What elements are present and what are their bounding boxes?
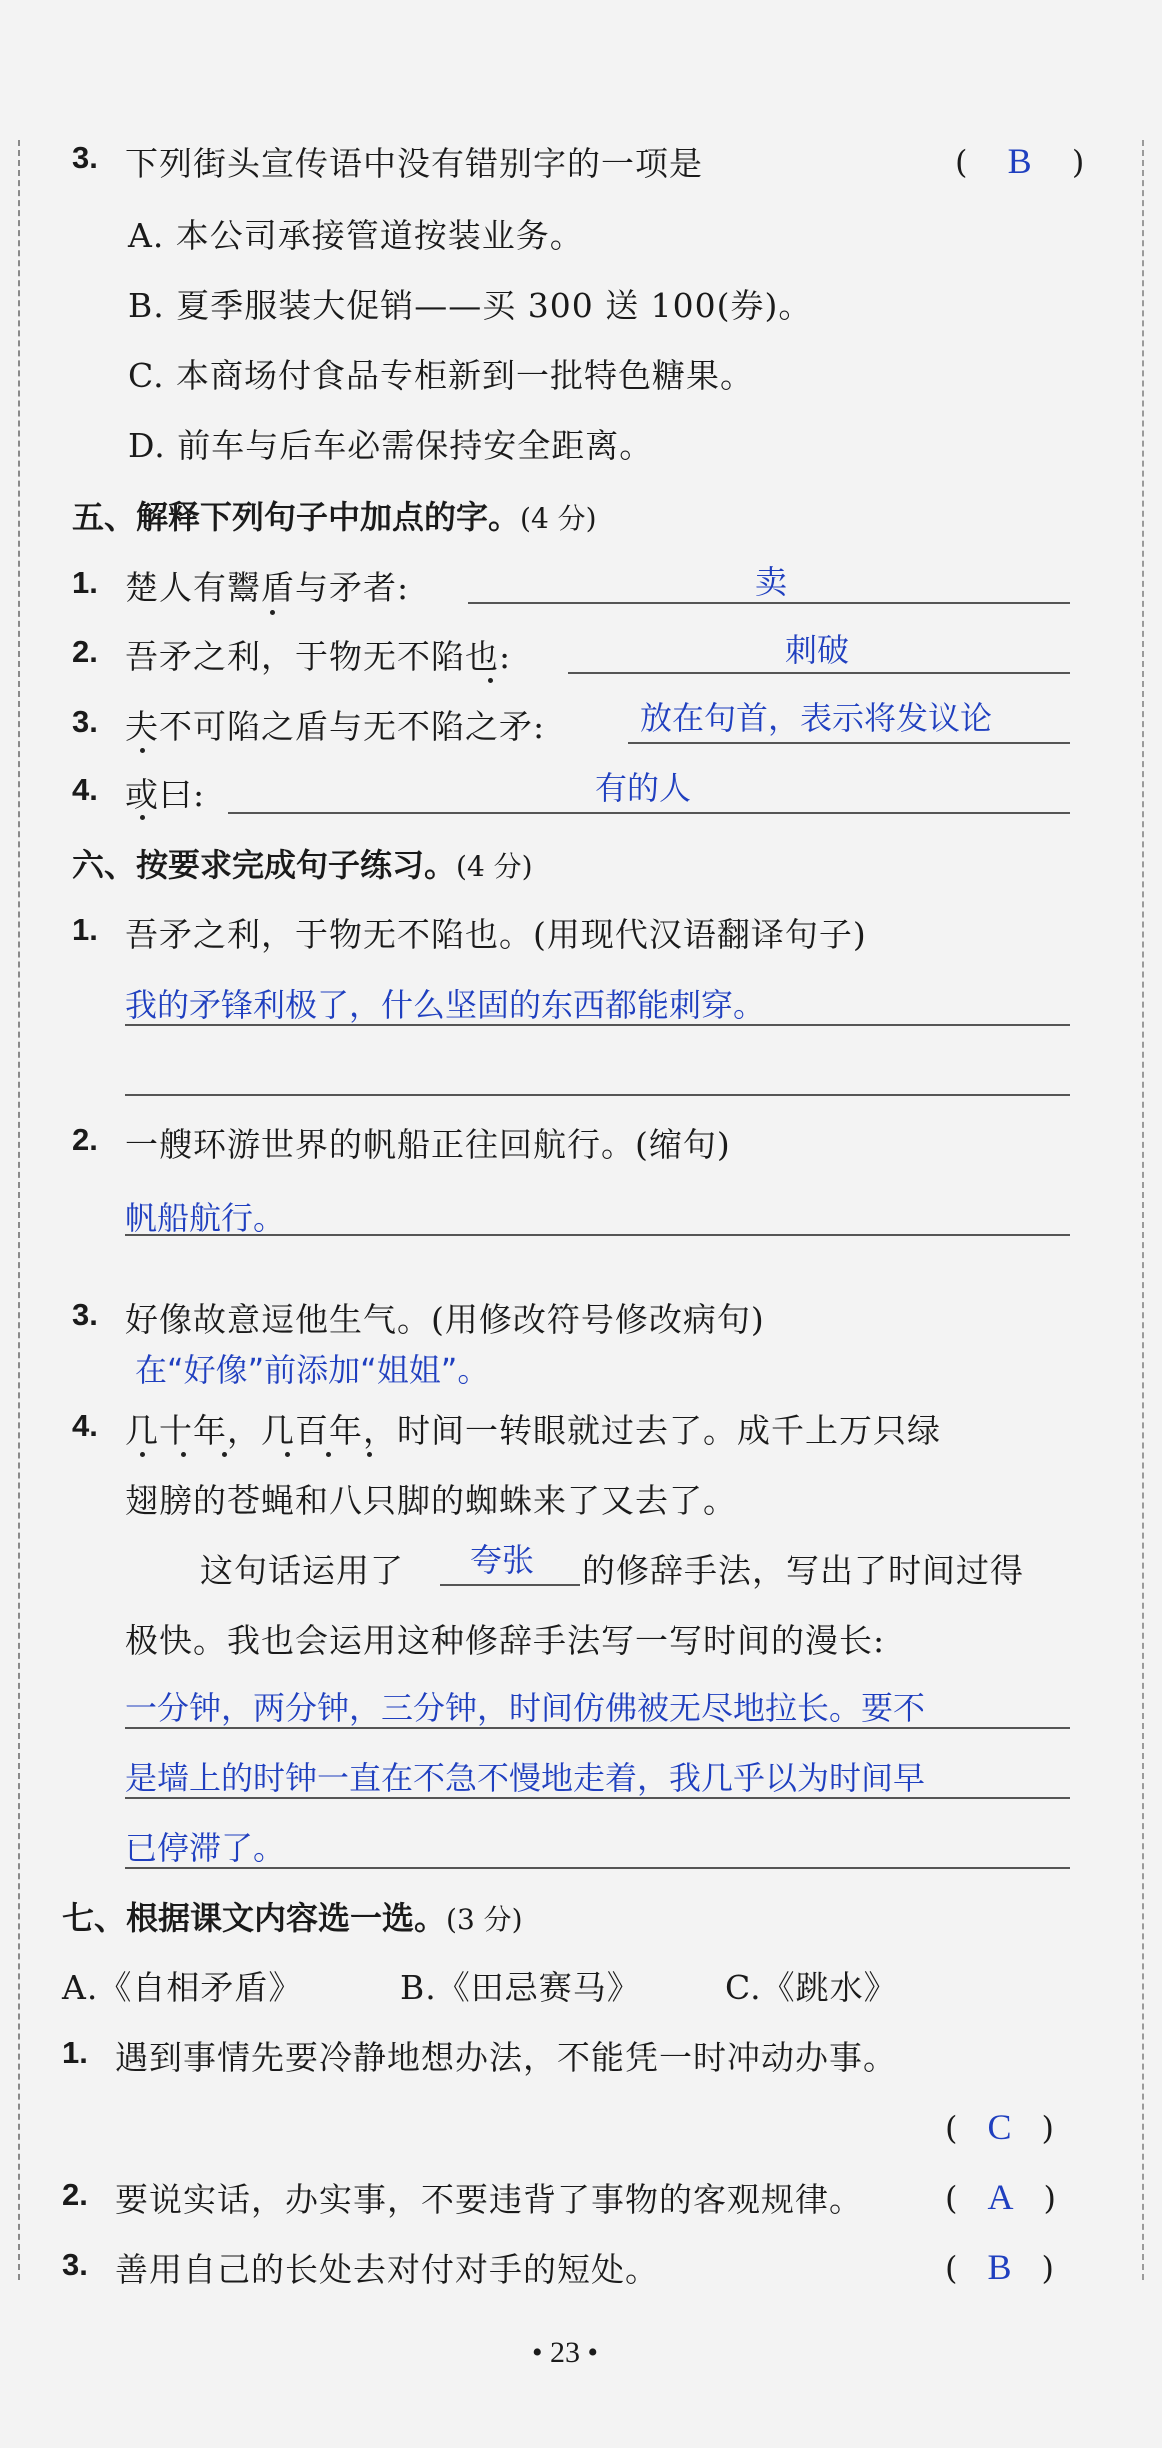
item-text: 或曰:	[125, 775, 206, 814]
question-stem: 下列街头宣传语中没有错别字的一项是	[125, 144, 703, 183]
emphasis-dot	[181, 1452, 186, 1457]
handwritten-answer-line: 已停滞了。	[125, 1829, 286, 1867]
item-number: 3.	[72, 704, 98, 739]
passage-line: 这句话运用了	[200, 1551, 404, 1590]
question-number: 3.	[72, 140, 98, 175]
item-text: 要说实话，办实事，不要违背了事物的客观规律。	[115, 2180, 863, 2219]
handwritten-answer: 有的人	[595, 769, 692, 807]
section-points: (3 分)	[446, 1903, 523, 1936]
option-d: D. 前车与后车必需保持安全距离。	[128, 426, 654, 465]
handwritten-answer: 帆船航行。	[125, 1199, 286, 1237]
item-text: 遇到事情先要冷静地想办法，不能凭一时冲动办事。	[115, 2038, 897, 2077]
item-text: 善用自己的长处去对付对手的短处。	[115, 2250, 659, 2289]
item-number: 2.	[72, 634, 98, 669]
answer-bracket: ( B )	[945, 2247, 1054, 2287]
emphasis-dot	[140, 1452, 145, 1457]
item-number: 2.	[62, 2177, 88, 2212]
item-number: 1.	[72, 912, 98, 947]
item-number: 1.	[62, 2035, 88, 2070]
item-text: 吾矛之利，于物无不陷也。(用现代汉语翻译句子)	[125, 915, 867, 954]
emphasis-dot	[367, 1452, 372, 1457]
handwritten-answer-line: 一分钟，两分钟，三分钟，时间仿佛被无尽地拉长。要不	[125, 1689, 926, 1727]
section-seven-title	[62, 1893, 523, 1939]
emphasis-dot	[270, 610, 275, 615]
answer-line	[125, 1094, 1070, 1096]
item-number: 3.	[72, 1297, 98, 1332]
item-text: 夫不可陷之盾与无不陷之矛:	[125, 707, 546, 746]
answer-line	[125, 1024, 1070, 1026]
answer-line	[228, 812, 1070, 814]
answer-line	[125, 1797, 1070, 1799]
section-five-title	[72, 492, 597, 538]
page-number: • 23 •	[532, 2336, 599, 2369]
answer-line	[125, 1727, 1070, 1729]
passage-line: 极快。我也会运用这种修辞手法写一写时间的漫长:	[125, 1621, 886, 1660]
section-title-text: 七、根据课文内容选一选。	[62, 1899, 447, 1937]
paren-close: )	[1071, 143, 1085, 181]
handwritten-answer: 卖	[755, 563, 788, 601]
answer-bracket	[955, 140, 1084, 182]
section-six-title	[72, 840, 533, 886]
passage-line: 翅膀的苍蝇和八只脚的蜘蛛来了又去了。	[125, 1481, 737, 1520]
section-title-text: 五、解释下列句子中加点的字。	[72, 498, 521, 536]
section-points: (4 分)	[456, 850, 533, 883]
item-number: 4.	[72, 1408, 98, 1443]
emphasis-dot	[140, 748, 145, 753]
handwritten-answer: 在“好像”前添加“姐姐”。	[135, 1351, 490, 1389]
choice-a: A.《自相矛盾》	[62, 1968, 303, 2007]
answer-letter: C	[987, 2107, 1012, 2147]
passage-line: 几十年，几百年，时间一转眼就过去了。成千上万只绿	[125, 1411, 941, 1450]
emphasis-dot	[140, 815, 145, 820]
answer-bracket: ( A )	[945, 2177, 1056, 2217]
right-margin-rule	[1142, 140, 1144, 2280]
option-a: A. 本公司承接管道按装业务。	[128, 216, 584, 255]
section-title-text: 六、按要求完成句子练习。	[72, 846, 457, 884]
emphasis-dot	[326, 1452, 331, 1457]
option-c: C. 本商场付食品专柜新到一批特色糖果。	[128, 356, 755, 395]
handwritten-answer-line: 是墙上的时钟一直在不急不慢地走着，我几乎以为时间早	[125, 1759, 926, 1797]
item-number: 2.	[72, 1122, 98, 1157]
emphasis-dot	[488, 678, 493, 683]
blank-line	[440, 1584, 580, 1586]
answer-letter: B	[987, 2247, 1012, 2287]
item-number: 3.	[62, 2247, 88, 2282]
item-number: 1.	[72, 565, 98, 600]
item-text: 楚人有鬻盾与矛者:	[125, 568, 410, 607]
choice-b: B.《田忌赛马》	[400, 1968, 641, 2007]
item-number: 4.	[72, 772, 98, 807]
passage-line: 的修辞手法，写出了时间过得	[582, 1551, 1024, 1590]
answer-line	[628, 742, 1070, 744]
item-text: 好像故意逗他生气。(用修改符号修改病句)	[125, 1300, 765, 1339]
item-text: 吾矛之利，于物无不陷也:	[125, 637, 512, 676]
answer-letter: B	[1007, 141, 1032, 181]
choice-c: C.《跳水》	[725, 1968, 898, 2007]
handwritten-answer: 我的矛锋利极了，什么坚固的东西都能刺穿。	[125, 986, 766, 1024]
paren-open: (	[955, 143, 968, 181]
answer-letter: A	[987, 2177, 1014, 2217]
blank-answer: 夸张	[470, 1541, 535, 1579]
option-b: B. 夏季服装大促销——买 300 送 100(券)。	[128, 286, 813, 325]
answer-line	[125, 1234, 1070, 1236]
section-points: (4 分)	[520, 502, 597, 535]
item-text: 一艘环游世界的帆船正往回航行。(缩句)	[125, 1125, 731, 1164]
answer-line	[568, 672, 1070, 674]
answer-bracket: ( C )	[945, 2107, 1054, 2147]
handwritten-answer: 放在句首，表示将发议论	[640, 699, 993, 737]
left-margin-rule	[18, 140, 20, 2280]
emphasis-dot	[285, 1452, 290, 1457]
handwritten-answer: 刺破	[785, 631, 850, 669]
emphasis-dot	[222, 1452, 227, 1457]
answer-line	[125, 1867, 1070, 1869]
